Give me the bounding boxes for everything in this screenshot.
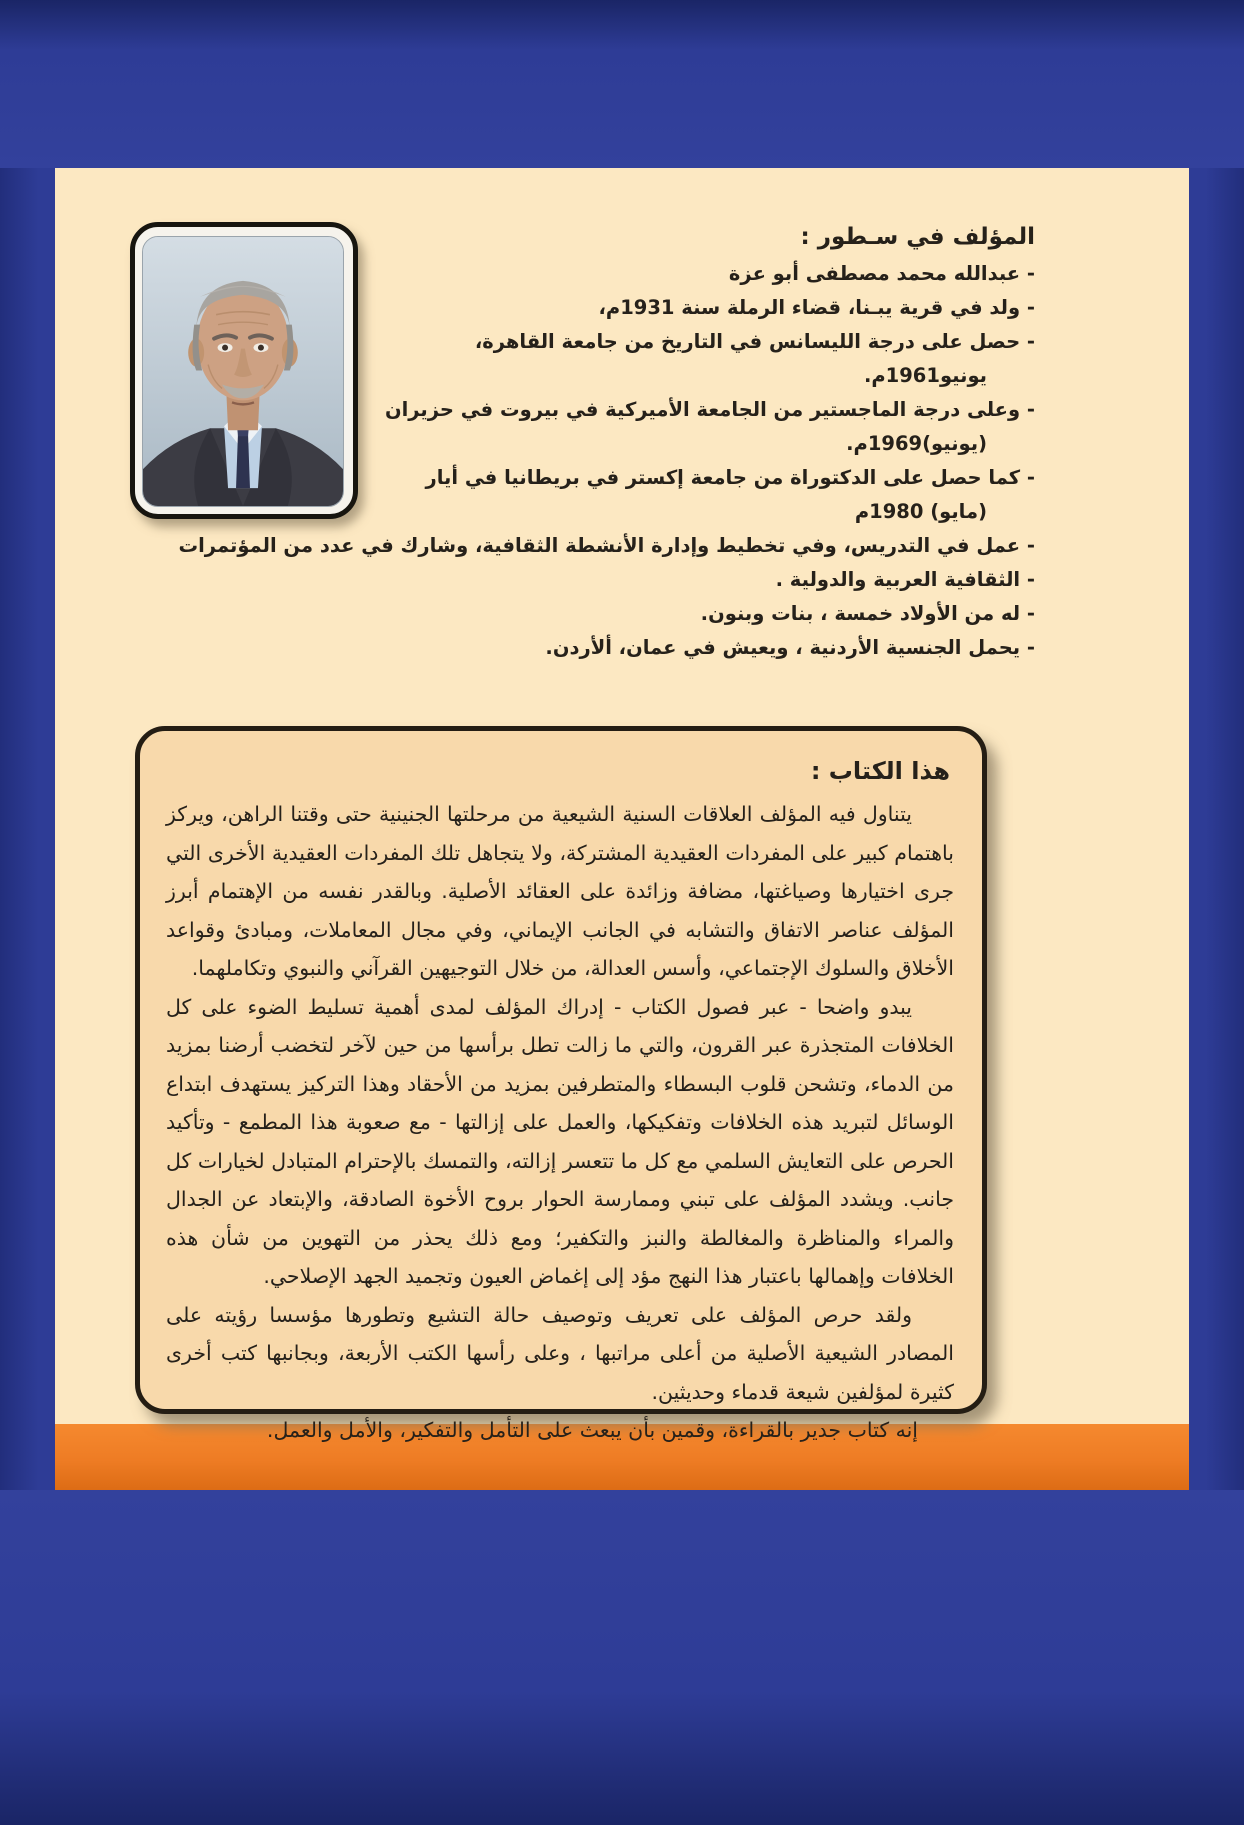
bio-line-nationality: - يحمل الجنسية الأردنية ، ويعيش في عمان، ألأردن.	[545, 636, 1035, 659]
author-bio-section	[178, 224, 1035, 665]
author-bio-heading: المؤلف في سـطور :	[800, 224, 1035, 250]
frame-right-band	[1189, 168, 1244, 1490]
book-description-paragraph-2: يبدو واضحا - عبر فصول الكتاب - إدراك المؤلف لمدى أهمية تسليط الضوء على كل الخلافات المتجذرة عبر القرون، والتي ما زالت تطل برأسها من حين لآخر لتخضب أرضنا بمزيد من الدماء، وتشحن قلوب البسطاء والمتطرفين بمزيد من الأحقاد وهذا التركيز يستهدف ابتداع الوسائل لتبريد هذه الخلافات وتفكيكها، والعمل على إزالتها - مع صعوبة هذا المطمع - وتأكيد الحرص على التعايش السلمي مع كل ما تتعسر إزالته، والتمسك بالإحترام المتبادل لخيارات كل جانب. ويشدد المؤلف على تبني وممارسة الحوار بروح الأخوة الصادقة، والإبتعاد عن الجدال والمراء والمناظرة والمغالطة والنبز والتكفير؛ ومع ذلك يحذر من التهوين من شأن هذه الخلافات وإهمالها باعتبار هذا النهج مؤد إلى إغماض العيون وتجميد الجهد الإصلاحي.	[166, 994, 954, 1288]
bio-line-doctorate-date: (مايو) 1980م	[854, 500, 987, 523]
bio-line-doctorate: - كما حصل على الدكتوراة من جامعة إكستر في بريطانيا في أيار	[425, 466, 1035, 489]
book-description-closing-line: إنه كتاب جدير بالقراءة، وقمين بأن يبعث على التأمل والتفكير، والأمل والعمل.	[266, 1418, 918, 1442]
bio-line-work: - عمل في التدريس، وفي تخطيط وإدارة الأنشطة الثقافية، وشارك في عدد من المؤتمرات	[178, 534, 1035, 557]
frame-bottom-band	[0, 1490, 1244, 1825]
bio-line-masters: - وعلى درجة الماجستير من الجامعة الأميركية في بيروت في حزيران	[384, 398, 1035, 421]
bio-line-children: - له من الأولاد خمسة ، بنات وبنون.	[700, 602, 1035, 625]
bio-line-name: - عبدالله محمد مصطفى أبو عزة	[728, 262, 1035, 285]
bio-line-conferences: - الثقافية العربية والدولية .	[775, 568, 1035, 591]
author-portrait	[142, 236, 344, 507]
book-description-paragraph-1: يتناول فيه المؤلف العلاقات السنية الشيعية من مرحلتها الجنينية حتى وقتنا الراهن، ويركز باهتمام كبير على المفردات العقيدية المشتركة، ولا يتجاهل تلك المفردات العقيدية الأخرى التي جرى اختيارها وصياغتها، مضافة وزائدة على العقائد الأصلية. وبالقدر نفسه من الإهتمام أبرز المؤلف عناصر الاتفاق والتشابه في الجانب الإيماني، وفي مجال المعاملات، ومبادئ وقواعد الأخلاق والسلوك الإجتماعي، وأسس العدالة، من خلال التوجيهين القرآني والنبوي وتكاملهما.	[166, 802, 954, 980]
book-description-paragraph-3: ولقد حرص المؤلف على تعريف وتوصيف حالة التشيع وتطورها مؤسسا رؤيته على المصادر الشيعية الأصلية من أعلى مراتبها ، وعلى رأسها الكتب الأربعة، وبجانبها كتب أخرى كثيرة لمؤلفين شيعة قدماء وحديثين.	[166, 1302, 954, 1404]
frame-left-band	[0, 168, 55, 1490]
bio-line-birth: - ولد في قرية يبـنا، قضاء الرملة سنة 1931م،	[598, 296, 1035, 319]
bio-line-bachelor: - حصل على درجة الليسانس في التاريخ من جامعة القاهرة،	[474, 330, 1035, 353]
book-description-box	[135, 726, 987, 1442]
bio-line-bachelor-date: يونيو1961م.	[863, 364, 987, 387]
bio-line-masters-date: (يونيو)1969م.	[846, 432, 987, 455]
book-description-heading: هذا الكتاب :	[810, 757, 950, 785]
frame-top-band	[0, 0, 1244, 168]
author-portrait-image	[143, 237, 343, 506]
author-photo-frame	[130, 222, 358, 519]
